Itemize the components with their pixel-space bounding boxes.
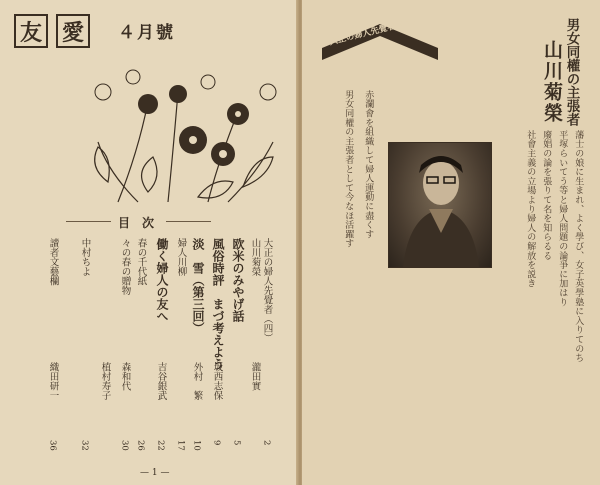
article-paragraph-6: 男女同權の主張者として今なほ活躍す: [343, 90, 354, 249]
toc-entry-3[interactable]: 欧米のみやげ話: [231, 238, 245, 322]
banner-label: 大正の婦人先覺者（４）: [328, 15, 422, 48]
article-paragraph-2: 平塚らいてう等と婦人問題の論爭に加はり: [557, 130, 568, 307]
toc-entry-4[interactable]: 風俗時評 まづ考えよう: [211, 238, 225, 370]
toc-author-6: 植村寿子: [99, 362, 111, 400]
issue-label: ４月號: [118, 23, 175, 43]
toc-page-9: 30: [119, 440, 130, 451]
toc-entry-11[interactable]: 讀者文藝欄: [47, 238, 59, 286]
toc-entry-9[interactable]: 々の春の贈物: [119, 238, 131, 295]
toc-author-5: 森和代: [119, 362, 131, 391]
article-paragraph-3: 廢娼の論を張りて名を知らるる: [541, 130, 552, 261]
toc-page-7: 22: [155, 440, 166, 451]
flower-illustration: [78, 62, 288, 212]
article-paragraph-4: 社會主義の立場より婦人の解放を説き: [525, 130, 536, 289]
toc-page-11: 36: [47, 440, 58, 451]
toc-page-4: 9: [211, 440, 222, 446]
article-paragraph-5: 赤瀾會を組織して婦人運動に盡くす: [363, 90, 374, 239]
toc-entry-7[interactable]: 働く婦人の友へ: [155, 238, 169, 322]
toc-author-4: 吉谷銀武: [155, 362, 167, 400]
toc-entry-1[interactable]: 大正の婦人先覺者（四）: [261, 238, 273, 343]
article-paragraph-1: 藩士の娘に生まれ、よく學び、女子英學塾に入りてのち: [573, 130, 584, 363]
toc-entry-6[interactable]: 婦人川柳: [175, 238, 187, 276]
toc-entry-5[interactable]: 淡 雪（第三回）: [191, 238, 205, 334]
toc-entry-2[interactable]: 山川菊榮: [249, 238, 261, 276]
toc-divider-right: [166, 221, 211, 222]
toc-title: 目 次: [118, 216, 155, 230]
toc-page-10: 32: [79, 440, 90, 451]
right-page: [302, 0, 600, 485]
toc-entry-10[interactable]: 中村ちよ: [79, 238, 91, 276]
toc-page-5: 10: [191, 440, 202, 451]
article-subtitle: 男女同權の主張者: [563, 18, 580, 126]
toc-author-3: 外村 繁: [191, 362, 203, 400]
toc-author-1: 瀧田實: [249, 362, 261, 391]
toc-page-1: 2: [261, 440, 272, 446]
page-number: — 1 —: [140, 468, 170, 478]
portrait-photo: [388, 142, 492, 268]
toc-divider-left: [66, 221, 111, 222]
toc-page-6: 17: [175, 440, 186, 451]
toc-author-2: 坂西志保: [211, 362, 223, 400]
toc-entry-8[interactable]: 春の千代紙: [135, 238, 147, 286]
portrait-figure: [389, 143, 491, 267]
toc-page-8: 26: [135, 440, 146, 451]
article-name: 山川菊榮: [541, 40, 563, 124]
toc-page-3: 5: [231, 440, 242, 446]
masthead-char-1: 友: [14, 14, 48, 48]
masthead-char-2: 愛: [56, 14, 90, 48]
toc-author-7: 織田研一: [47, 362, 59, 400]
